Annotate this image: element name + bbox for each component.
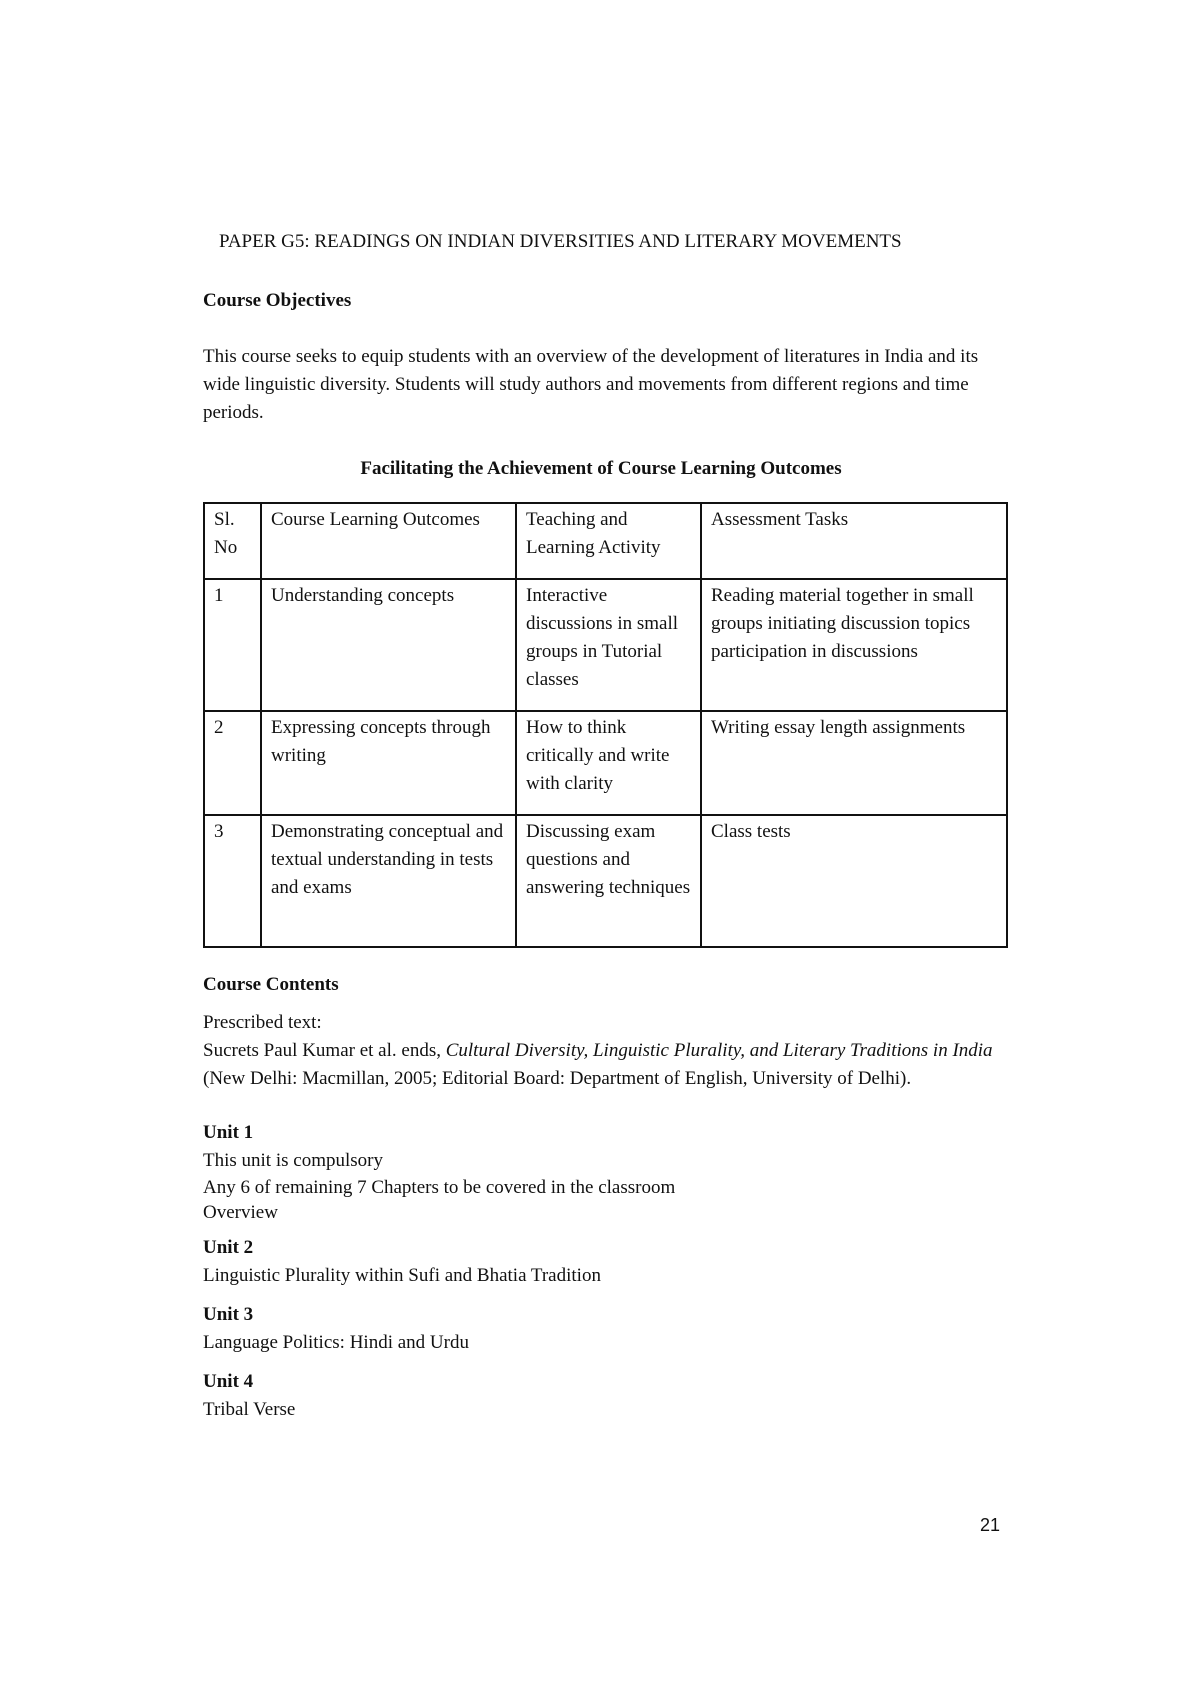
unit-1 <box>203 1119 1003 1225</box>
unit-line: Any 6 of remaining 7 Chapters to be covered in the classroom <box>203 1177 676 1198</box>
prescribed-label: Prescribed text: <box>203 1012 322 1033</box>
course-contents-section <box>203 971 1003 1424</box>
unit-heading: Unit 3 <box>203 1304 254 1325</box>
unit-heading: Unit 2 <box>203 1237 254 1258</box>
table-cell: 2 <box>204 711 261 815</box>
table-cell: Demonstrating conceptual and textual understanding in tests and exams <box>261 815 516 947</box>
table-cell: How to think critically and write with clarity <box>516 711 701 815</box>
course-contents-heading: Course Contents <box>203 974 339 995</box>
prescribed-citation <box>203 1037 1003 1093</box>
table-row <box>204 711 1007 815</box>
table-caption: Facilitating the Achievement of Course Learning Outcomes <box>360 458 842 479</box>
table-cell: Writing essay length assignments <box>701 711 1007 815</box>
table-cell: Class tests <box>701 815 1007 947</box>
unit-line: Linguistic Plurality within Sufi and Bhatia Tradition <box>203 1265 601 1286</box>
unit-2 <box>203 1234 1003 1290</box>
unit-3 <box>203 1301 1003 1357</box>
citation-title: Cultural Diversity, Linguistic Plurality, and Literary Traditions in India <box>445 1040 993 1061</box>
unit-4 <box>203 1368 1003 1424</box>
outcomes-table <box>203 502 1008 948</box>
unit-line: Language Politics: Hindi and Urdu <box>203 1332 469 1353</box>
header-cell-outcomes: Course Learning Outcomes <box>261 503 516 579</box>
table-row <box>204 815 1007 947</box>
table-cell: Understanding concepts <box>261 579 516 711</box>
citation-prefix: Sucrets Paul Kumar et al. ends, <box>203 1040 446 1061</box>
unit-heading: Unit 1 <box>203 1122 254 1143</box>
unit-line: This unit is compulsory <box>203 1150 383 1171</box>
course-objectives-text: This course seeks to equip students with an overview of the development of literatures in India and its wide linguistic diversity. Students will study authors and movements from different regions and time periods. <box>203 346 979 423</box>
unit-heading: Unit 4 <box>203 1371 254 1392</box>
table-cell: Discussing exam questions and answering techniques <box>516 815 701 947</box>
header-cell-activity: Teaching and Learning Activity <box>516 503 701 579</box>
table-cell: Interactive discussions in small groups in Tutorial classes <box>516 579 701 711</box>
course-objectives-heading: Course Objectives <box>203 290 352 311</box>
header-cell-assessment: Assessment Tasks <box>701 503 1007 579</box>
unit-line: Overview <box>203 1202 278 1223</box>
page-number: 21 <box>980 1515 1001 1535</box>
citation-suffix: (New Delhi: Macmillan, 2005; Editorial Board: Department of English, University of Delhi). <box>203 1068 912 1089</box>
table-cell: Expressing concepts through writing <box>261 711 516 815</box>
table-header-row <box>204 503 1007 579</box>
table-cell: 3 <box>204 815 261 947</box>
paper-title: PAPER G5: READINGS ON INDIAN DIVERSITIES AND LITERARY MOVEMENTS <box>219 231 902 252</box>
table-cell: Reading material together in small groups initiating discussion topics participation in discussions <box>701 579 1007 711</box>
unit-line: Tribal Verse <box>203 1399 296 1420</box>
header-cell-sl-no: Sl. No <box>204 503 261 579</box>
table-cell: 1 <box>204 579 261 711</box>
table-row <box>204 579 1007 711</box>
